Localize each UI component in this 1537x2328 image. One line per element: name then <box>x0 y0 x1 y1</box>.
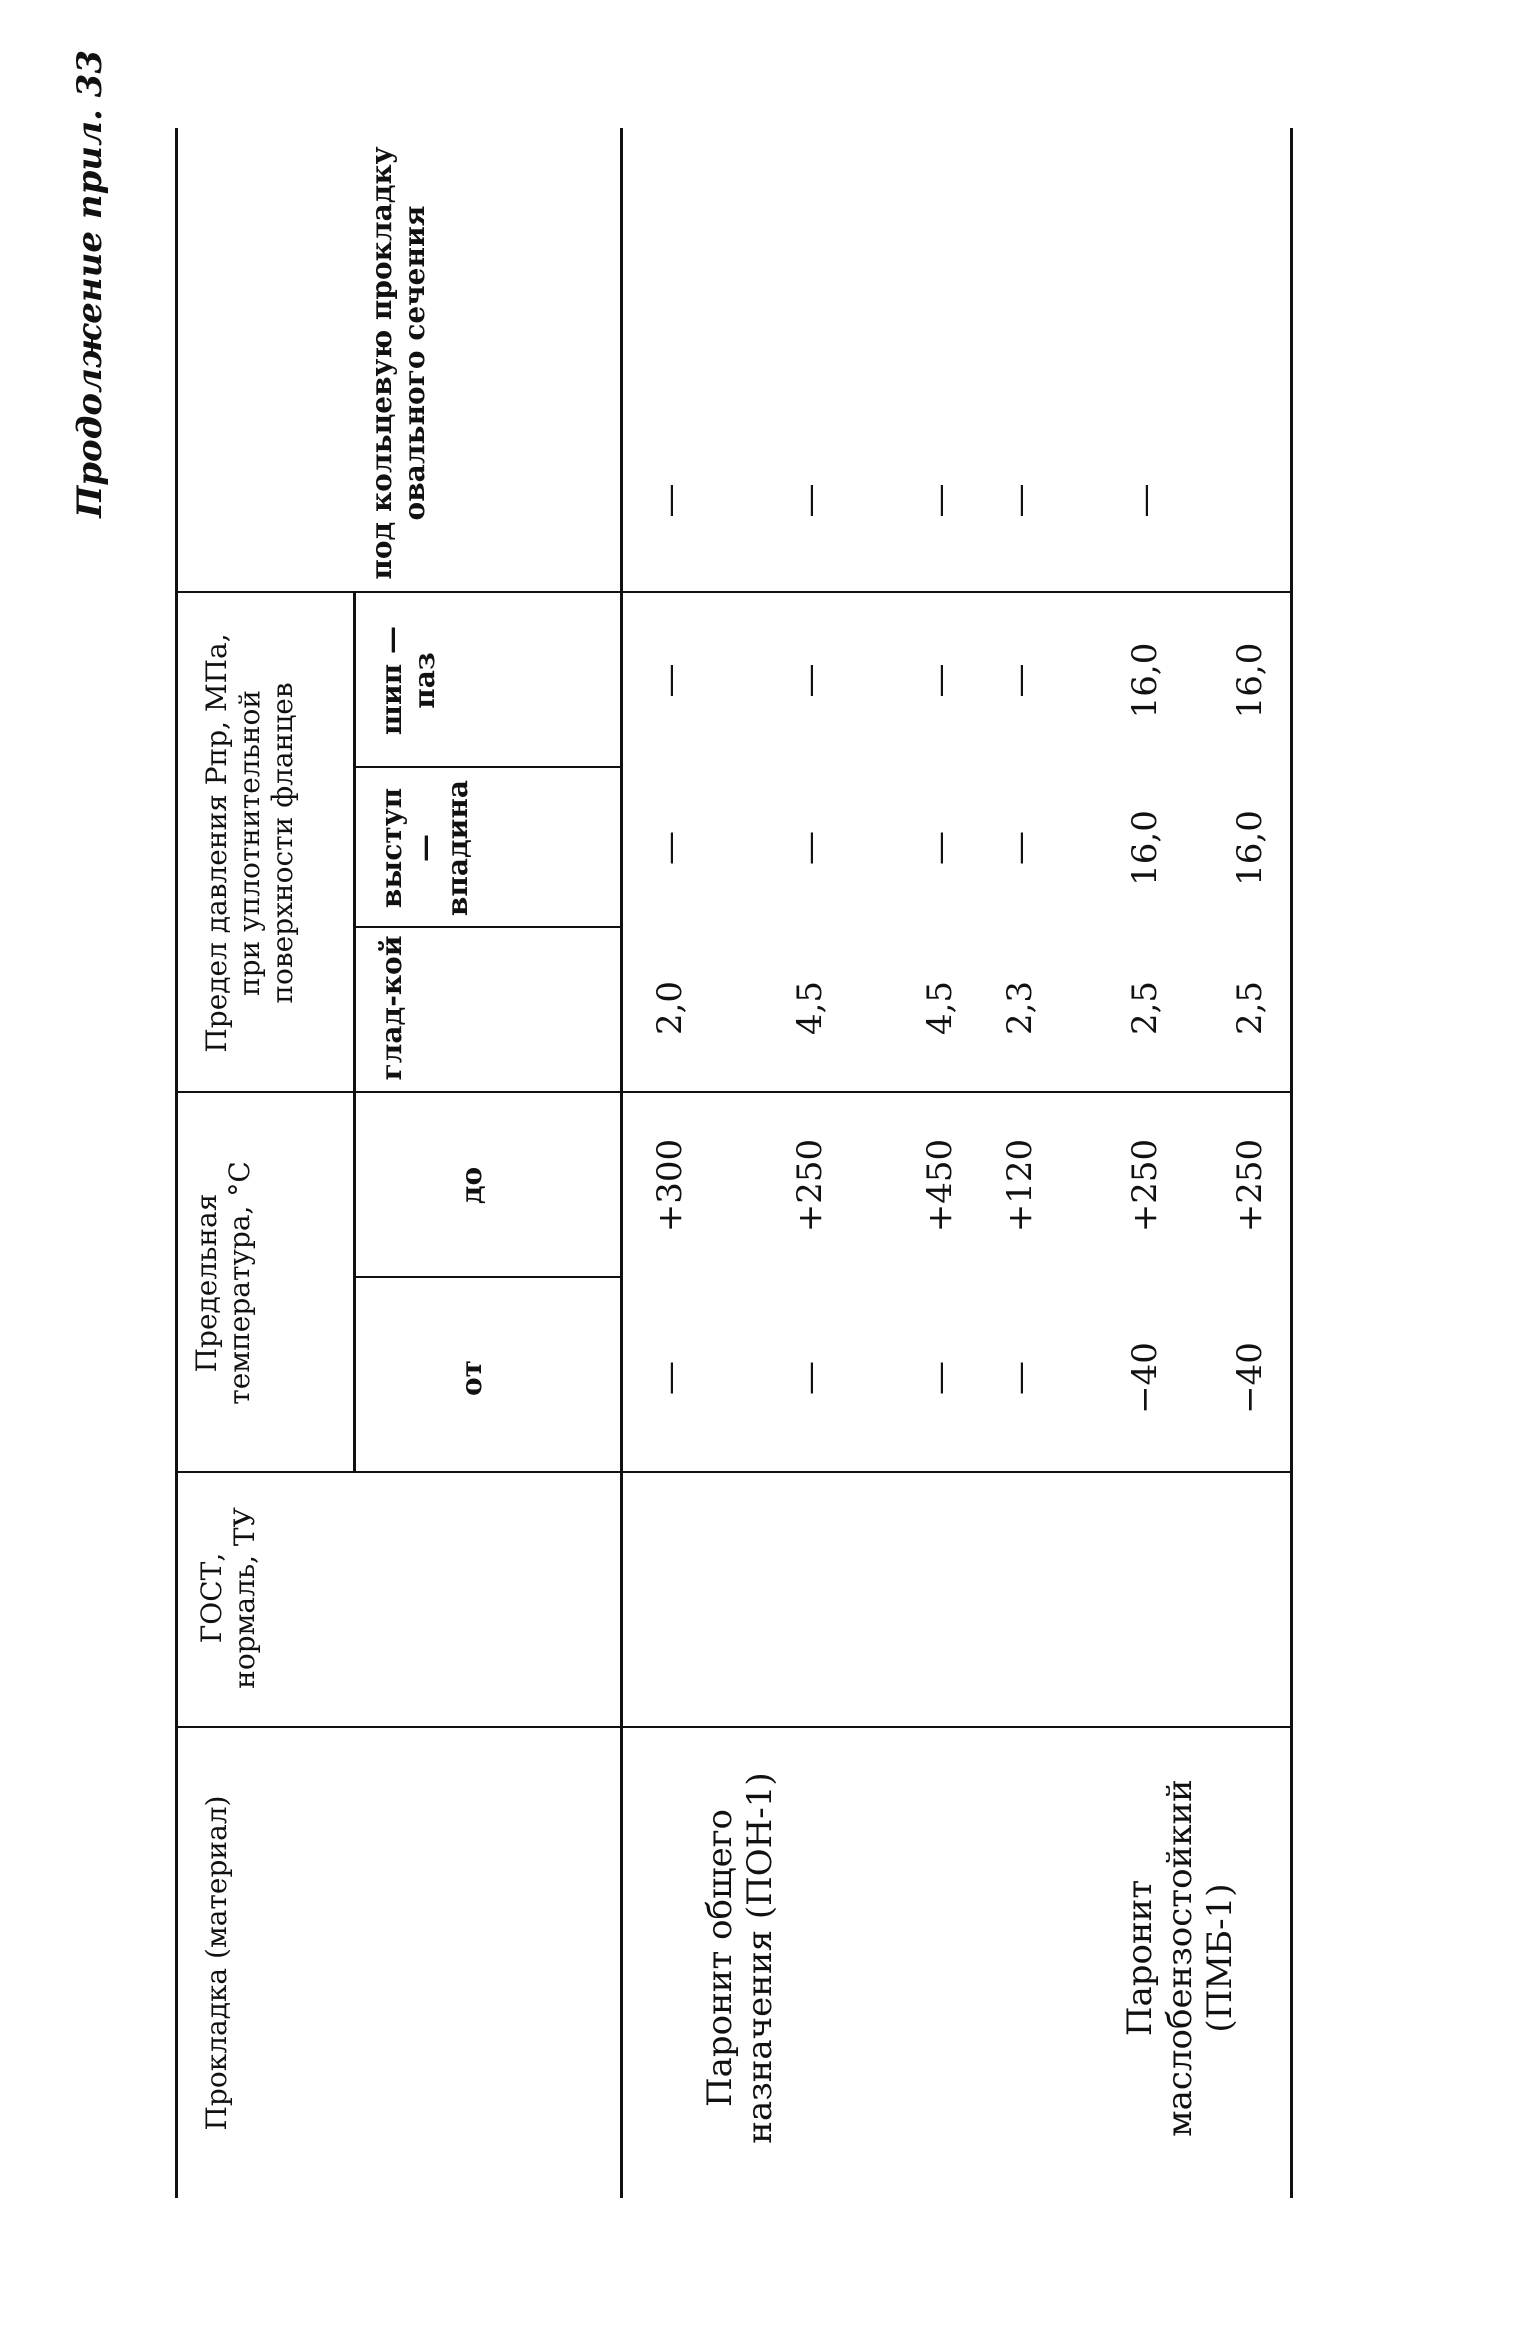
header-tongue: выступ — впадина <box>375 779 474 917</box>
row5-tongue: 16,0 <box>1230 810 1270 886</box>
col-divider-5 <box>353 926 620 928</box>
row0-smooth: 2,0 <box>650 980 690 1036</box>
header-gost: ГОСТ, нормаль, ТУ <box>195 1507 261 1689</box>
header-temp: Предельная температура, °С <box>190 1161 256 1405</box>
row1-tongue: — <box>790 831 830 865</box>
header-bottom-rule <box>620 128 623 2198</box>
row0-oval-dash: — <box>650 483 690 518</box>
row1-to: +250 <box>790 1138 830 1233</box>
header-oval: под кольцевую прокладку овального сечения <box>365 146 431 580</box>
col-divider-1 <box>175 1726 1290 1728</box>
row3-to: +120 <box>1000 1138 1040 1233</box>
row4-spike: 16,0 <box>1125 642 1165 719</box>
row0-tongue: — <box>650 831 690 865</box>
col-divider-4 <box>175 1091 1290 1093</box>
row1-smooth: 4,5 <box>790 980 830 1036</box>
row1-from: — <box>790 1361 830 1395</box>
row3-oval-dash: — <box>1000 483 1040 518</box>
material-pmb: Паронит маслобензостойкий (ПМБ-1) <box>1120 1779 1240 2137</box>
col-divider-2 <box>175 1471 1290 1473</box>
row5-to: +250 <box>1230 1138 1270 1233</box>
row4-tongue: 16,0 <box>1125 810 1165 886</box>
row4-to: +250 <box>1125 1138 1165 1233</box>
row3-from: — <box>1000 1361 1040 1395</box>
row5-spike: 16,0 <box>1230 642 1270 719</box>
header-temp-to: до <box>455 1166 488 1205</box>
header-gasket: Прокладка (материал) <box>200 1795 233 2131</box>
header-smooth: глад-кой <box>375 935 408 1081</box>
col-divider-6 <box>353 766 620 768</box>
row0-spike: — <box>650 663 690 698</box>
row4-from: −40 <box>1125 1342 1165 1414</box>
row4-smooth: 2,5 <box>1125 980 1165 1036</box>
row1-spike: — <box>790 663 830 698</box>
row4-oval-dash: — <box>1125 483 1165 518</box>
col-divider-3 <box>353 1276 620 1278</box>
row2-spike: — <box>920 663 960 698</box>
row5-from: −40 <box>1230 1342 1270 1414</box>
row2-from: — <box>920 1361 960 1395</box>
row2-smooth: 4,5 <box>920 980 960 1036</box>
table-bottom-rule <box>1290 128 1293 2198</box>
row3-spike: — <box>1000 663 1040 698</box>
material-pon: Паронит общего назначения (ПОН-1) <box>700 1772 780 2144</box>
col-divider-7 <box>175 591 1290 593</box>
row2-oval-dash: — <box>920 483 960 518</box>
continuation-title: Продолжение прил. 33 <box>70 50 110 518</box>
subheader-rule <box>353 593 356 1473</box>
row2-tongue: — <box>920 831 960 865</box>
row0-from: — <box>650 1361 690 1395</box>
row0-to: +300 <box>650 1138 690 1233</box>
row2-to: +450 <box>920 1138 960 1233</box>
row3-smooth: 2,3 <box>1000 980 1040 1036</box>
row5-smooth: 2,5 <box>1230 980 1270 1036</box>
table-top-rule <box>175 128 178 2198</box>
header-pressure: Предел давления Pпр, МПа, при уплотнительной поверхности фланцев <box>200 633 299 1053</box>
row3-tongue: — <box>1000 831 1040 865</box>
header-temp-from: от <box>455 1359 488 1397</box>
row1-oval-dash: — <box>790 483 830 518</box>
header-spike: шип — паз <box>375 625 441 736</box>
